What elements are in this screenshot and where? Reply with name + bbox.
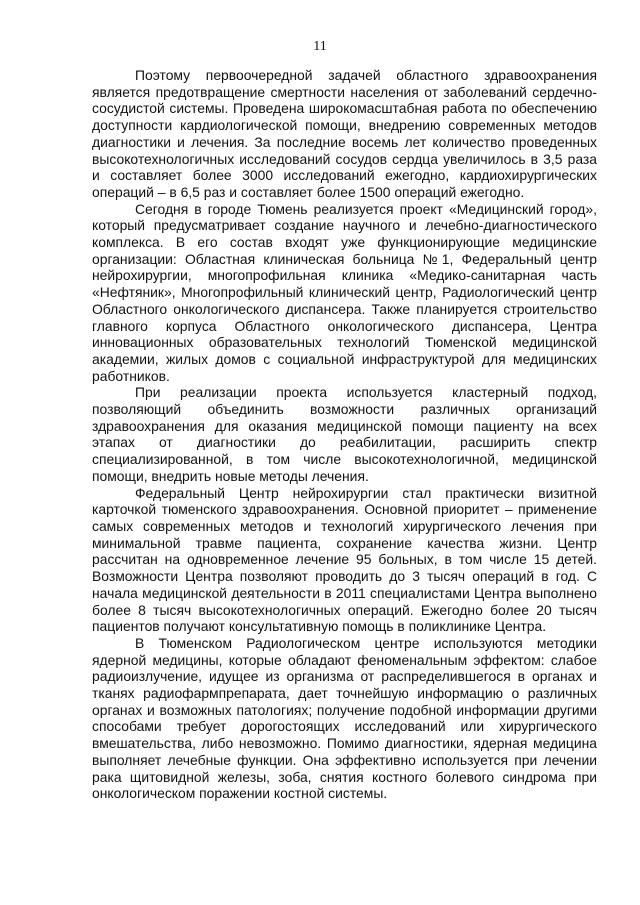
paragraph-radiology-center: В Тюменском Радиологическом центре используются методики ядерной медицины, которые обладают феноменальным эффектом: слабое радиоизлучение, идущее из организма от распределившегося в органах и тканях радиофармпрепарата, дает точнейшую информацию о различных органах и возможных патологиях; получение подобной информации другими способами требует дорогостоящих исследований или хирургического вмешательства, либо невозможно. Помимо диагностики, ядерная медицина выполняет лечебные функции. Она эффективно используется при лечении рака щитовидной железы, зоба, снятия костного болевого синдрома при онкологическом поражении костной системы. bbox=[92, 634, 597, 802]
paragraph-cardiology: Поэтому первоочередной задачей областного здравоохранения является предотвращение смертности населения от заболеваний сердечно-сосудистой системы. Проведена широкомасштабная работа по обеспечению доступности кардиологической помощи, внедрению современных методов диагностики и лечения. За последние восемь лет количество проведенных высокотехнологичных исследований сосудов сердца увеличилось в 3,5 раза и составляет более 3000 исследований ежегодно, кардиохирургических операций – в 6,5 раз и составляет более 1500 операций ежегодно. bbox=[92, 67, 597, 200]
body-text bbox=[92, 67, 597, 802]
paragraph-medical-city: Сегодня в городе Тюмень реализуется проект «Медицинский город», который предусматривает создание научного и лечебно-диагностического комплекса. В его состав входят уже функционирующие медицинские организации: Областная клиническая больница №1, Федеральный центр нейрохирургии, многопрофильная клиника «Медико-санитарная часть «Нефтяник», Многопрофильный клинический центр, Радиологический центр Областного онкологического диспансера. Также планируется строительство главного корпуса Областного онкологического диспансера, Центра инновационных образовательных технологий Тюменской медицинской академии, жилых домов с социальной инфраструктурой для медицинских работников. bbox=[92, 200, 597, 384]
paragraph-cluster-approach: При реализации проекта используется кластерный подход, позволяющий объединить возможности различных организаций здравоохранения для оказания медицинской помощи пациенту на всех этапах от диагностики до реабилитации, расширить спектр специализированной, в том числе высокотехнологичной, медицинской помощи, внедрить новые методы лечения. bbox=[92, 384, 597, 484]
paragraph-neurosurgery-center: Федеральный Центр нейрохирургии стал практически визитной карточкой тюменского здравоохранения. Основной приоритет – применение самых современных методов и технологий хирургического лечения при минимальной травме пациента, сохранение качества жизни. Центр рассчитан на одновременное лечение 95 больных, в том числе 15 детей. Возможности Центра позволяют проводить до 3 тысяч операций в год. С начала медицинской деятельности в 2011 специалистами Центра выполнено более 8 тысяч высокотехнологичных операций. Ежегодно более 20 тысяч пациентов получают консультативную помощь в поликлинике Центра. bbox=[92, 484, 597, 635]
page-number: 11 bbox=[313, 39, 327, 54]
